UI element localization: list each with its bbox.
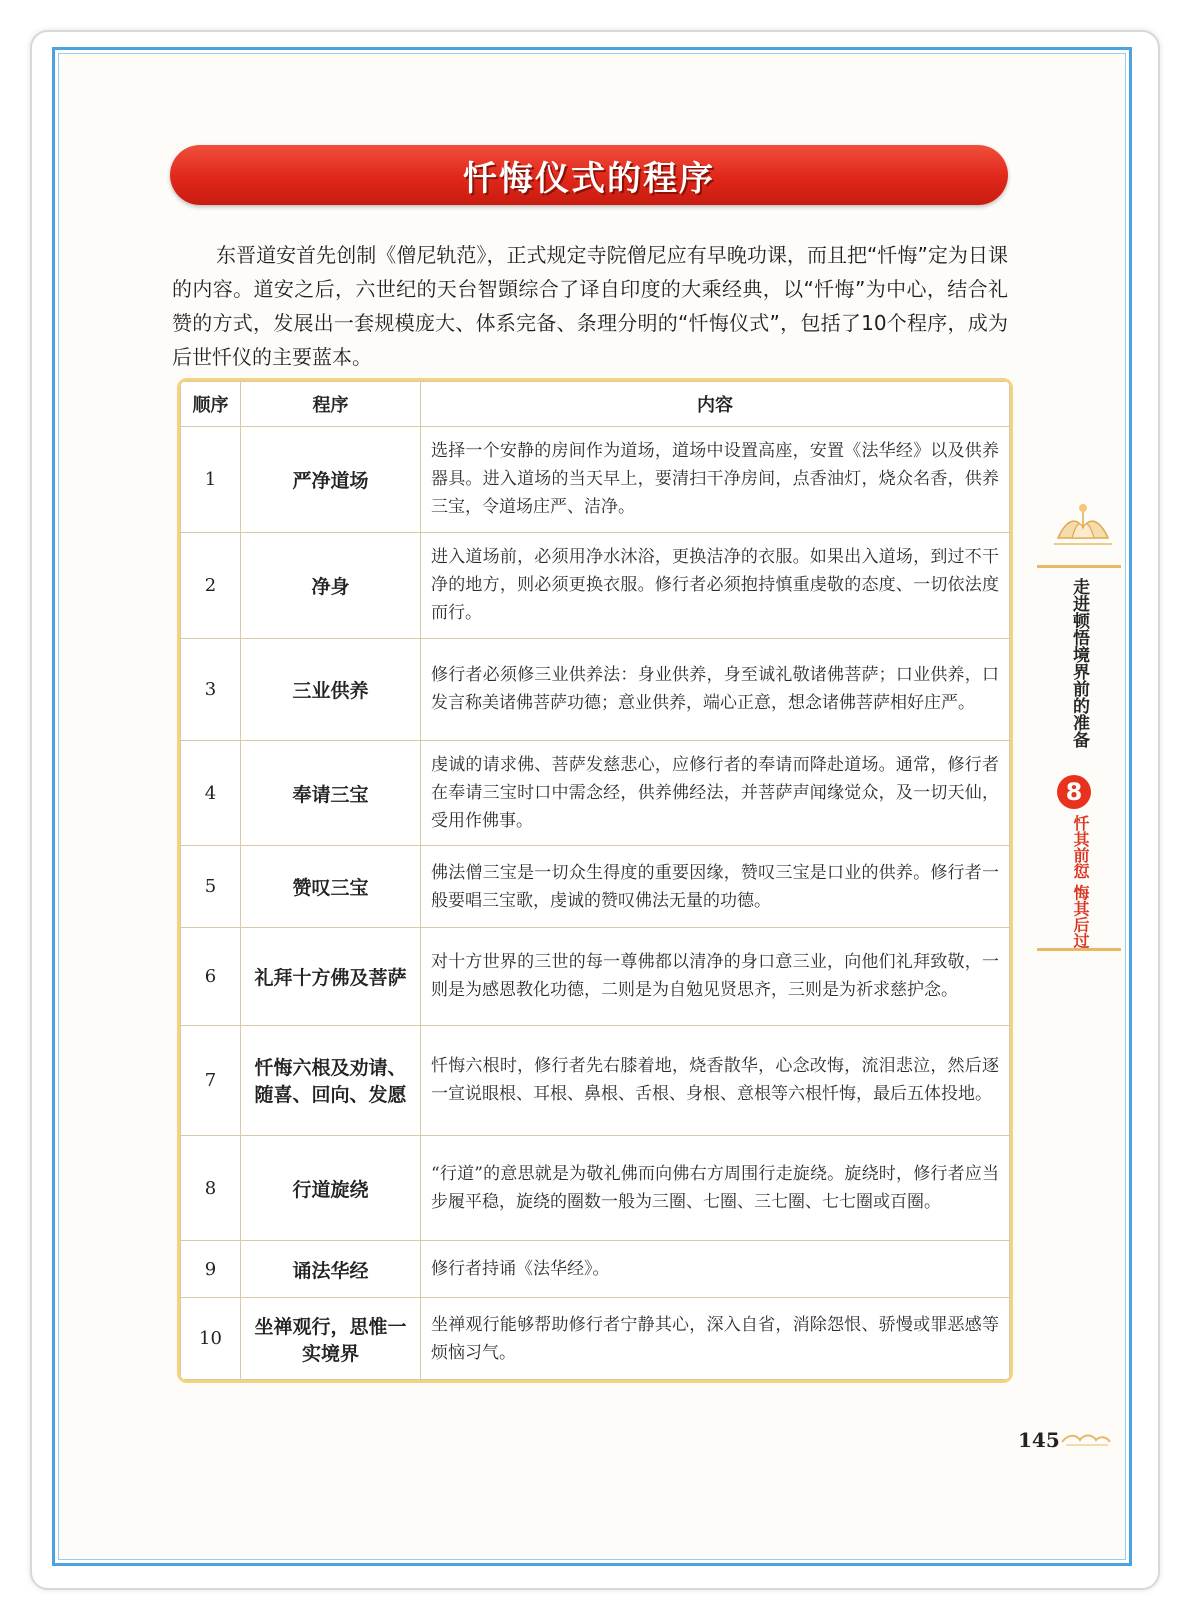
row-content: 忏悔六根时，修行者先右膝着地，烧香散华，心念改悔，流泪悲泣，然后逐一宣说眼根、耳根、鼻根、舌根、身根、意根等六根忏悔，最后五体投地。	[421, 1025, 1010, 1135]
row-order: 9	[181, 1241, 241, 1298]
lotus-decoration-icon	[1050, 498, 1116, 550]
page-title: 忏悔仪式的程序	[463, 158, 715, 199]
row-step: 三业供养	[241, 638, 421, 740]
row-order: 8	[181, 1135, 241, 1241]
row-step: 净身	[241, 532, 421, 638]
chapter-title: 走进顿悟境界前的准备	[1069, 578, 1089, 748]
row-step: 礼拜十方佛及菩萨	[241, 927, 421, 1025]
row-step: 严净道场	[241, 427, 421, 533]
row-order: 2	[181, 532, 241, 638]
row-step: 赞叹三宝	[241, 846, 421, 927]
title-banner	[170, 145, 1008, 205]
intro-paragraph: 东晋道安首先创制《僧尼轨范》，正式规定寺院僧尼应有早晚功课，而且把“忏悔”定为日课的内容。道安之后，六世纪的天台智顗综合了译自印度的大乘经典，以“忏悔”为中心，结合礼赞的方式，发展出一套规模庞大、体系完备、条理分明的“忏悔仪式”，包括了10个程序，成为后世忏仪的主要蓝本。	[172, 243, 1008, 369]
row-step: 奉请三宝	[241, 740, 421, 846]
row-step: 忏悔六根及劝请、随喜、回向、发愿	[241, 1025, 421, 1135]
table-row	[181, 1135, 1010, 1241]
table-row	[181, 1298, 1010, 1380]
procedure-table-frame	[177, 378, 1013, 1383]
row-content: 选择一个安静的房间作为道场，道场中设置高座，安置《法华经》以及供养器具。进入道场的当天早上，要清扫干净房间，点香油灯，烧众名香，供养三宝，令道场庄严、洁净。	[421, 427, 1010, 533]
header-content: 内容	[421, 382, 1010, 427]
row-order: 1	[181, 427, 241, 533]
table-row	[181, 740, 1010, 846]
row-content: 对十方世界的三世的每一尊佛都以清净的身口意三业，向他们礼拜致敬，一则是为感恩教化功德，二则是为自勉见贤思齐，三则是为祈求慈护念。	[421, 927, 1010, 1025]
header-step: 程序	[241, 382, 421, 427]
table-header-row	[181, 382, 1010, 427]
table-row	[181, 427, 1010, 533]
row-order: 7	[181, 1025, 241, 1135]
row-content: 修行者持诵《法华经》。	[421, 1241, 1010, 1298]
chapter-number-badge: 8	[1057, 775, 1091, 809]
row-step: 坐禅观行，思惟一实境界	[241, 1298, 421, 1380]
row-order: 6	[181, 927, 241, 1025]
table-row	[181, 1241, 1010, 1298]
table-row	[181, 1025, 1010, 1135]
table-row	[181, 532, 1010, 638]
row-content: 修行者必须修三业供养法：身业供养，身至诚礼敬诸佛菩萨；口业供养，口发言称美诸佛菩萨功德；意业供养，端心正意，想念诸佛菩萨相好庄严。	[421, 638, 1010, 740]
row-order: 5	[181, 846, 241, 927]
row-content: “行道”的意思就是为敬礼佛而向佛右方周围行走旋绕。旋绕时，修行者应当步履平稳，旋绕的圈数一般为三圈、七圈、三七圈、七七圈或百圈。	[421, 1135, 1010, 1241]
header-order: 顺序	[181, 382, 241, 427]
row-content: 佛法僧三宝是一切众生得度的重要因缘，赞叹三宝是口业的供养。修行者一般要唱三宝歌，虔诚的赞叹佛法无量的功德。	[421, 846, 1010, 927]
row-content: 坐禅观行能够帮助修行者宁静其心，深入自省，消除怨恨、骄慢或罪恶感等烦恼习气。	[421, 1298, 1010, 1380]
row-step: 诵法华经	[241, 1241, 421, 1298]
cloud-ornament-icon	[1060, 1430, 1112, 1448]
table-row	[181, 846, 1010, 927]
row-order: 4	[181, 740, 241, 846]
row-order: 10	[181, 1298, 241, 1380]
section-title: 忏其前愆 悔其后过	[1071, 815, 1090, 949]
row-content: 虔诚的请求佛、菩萨发慈悲心，应修行者的奉请而降赴道场。通常，修行者在奉请三宝时口中需念经，供养佛经法，并菩萨声闻缘觉众，及一切天仙，受用作佛事。	[421, 740, 1010, 846]
page-number: 145	[1018, 1428, 1060, 1452]
procedure-table	[180, 381, 1010, 1380]
row-content: 进入道场前，必须用净水沐浴，更换洁净的衣服。如果出入道场，到过不干净的地方，则必须更换衣服。修行者必须抱持慎重虔敬的态度、一切依法度而行。	[421, 532, 1010, 638]
table-row	[181, 927, 1010, 1025]
table-row	[181, 638, 1010, 740]
row-step: 行道旋绕	[241, 1135, 421, 1241]
row-order: 3	[181, 638, 241, 740]
